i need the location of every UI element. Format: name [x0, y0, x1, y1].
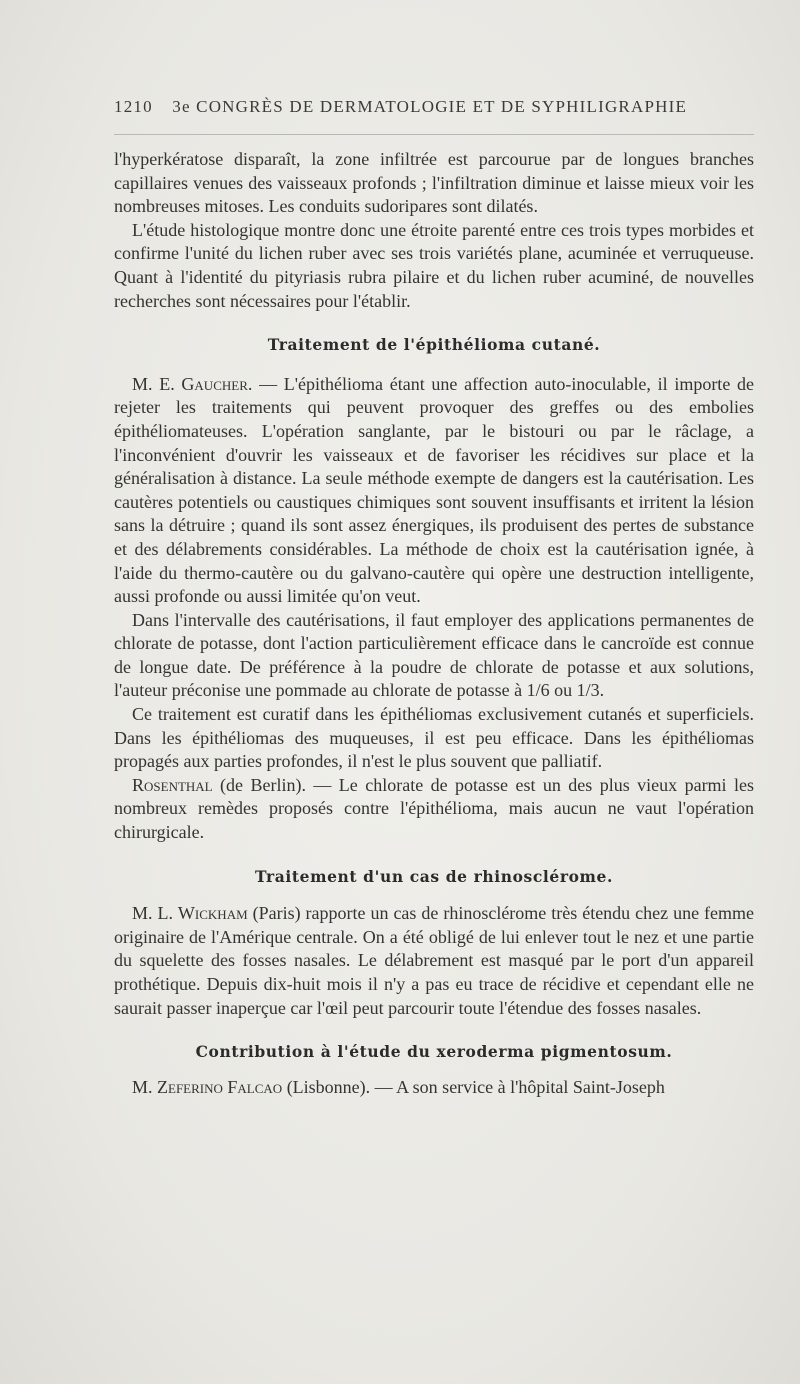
paragraph: Ce traitement est curatif dans les épithéliomas exclusivement cutanés et superficiels. Dans les épithéliomas des muqueuses, il est peu efficace. Dans les épithéliomas propagés aux parties profondes, il n'est le plus souvent que palliatif. — [114, 704, 754, 772]
section-heading: Contribution à l'étude du xeroderma pigmentosum. — [195, 1042, 673, 1062]
paragraph-text: (Paris) rapporte un cas de rhinosclérome très étendu chez une femme originaire de l'Amérique centrale. On a été obligé de lui enlever tout le nez et une partie du squelette des fosses nasales. Le délabrement est masqué par le port d'un appareil prothétique. Depuis dix-huit mois il n'y a pas eu trace de récidive et cependant elle ne saurait passer inaperçue car l'œil peut parcourir toute l'étendue des fosses nasales. — [114, 903, 754, 1018]
paragraph-text: (de Berlin). — Le chlorate de potasse est un des plus vieux parmi les nombreux remèdes proposés contre l'épithélioma, mais aucun ne vaut l'opération chirurgicale. — [114, 774, 754, 843]
author-prefix: M. L. — [132, 903, 178, 924]
paragraph — [114, 1076, 754, 1100]
page-number: 1210 — [114, 97, 153, 116]
body-text — [114, 148, 754, 1099]
author-name: Wickham — [177, 903, 248, 924]
paragraph-text: — L'épithélioma étant une affection auto-inoculable, il importe de rejeter les traitements qui peuvent provoquer des greffes ou des embolies épithéliomateuses. L'opération sanglante, par le bistouri ou par le râclage, a l'inconvénient d'ouvrir les vaisseaux et de favoriser les récidives sur place et la généralisation à distance. La seule méthode exempte de dangers est la cautérisation. Les cautères potentiels ou caustiques chimiques sont souvent insuffisants et irritent la lésion sans la détruire ; quand ils sont assez énergiques, ils produisent des pertes de substance et des délabrements considérables. La méthode de choix est la cautérisation ignée, à l'aide du thermo-cautère ou du galvano-cautère qui opère une destruction intelligente, aussi profonde ou aussi limitée qu'on veut. — [114, 373, 755, 607]
paragraph — [114, 774, 754, 845]
author-prefix: M. — [132, 1076, 158, 1097]
paragraph — [114, 373, 754, 609]
running-header — [114, 97, 724, 117]
paragraph: Dans l'intervalle des cautérisations, il faut employer des applications permanentes de chlorate de potasse, dont l'action particulièrement efficace dans le cancroïde est connue de longue date. De préférence à la poudre de chlorate de potasse et aux solutions, l'auteur préconise une pommade au chlorate de potasse à 1/6 ou 1/3. — [114, 609, 754, 701]
section-heading: Traitement d'un cas de rhinosclérome. — [254, 866, 614, 886]
paragraph: L'étude histologique montre donc une étroite parenté entre ces trois types morbides et confirme l'unité du lichen ruber avec ses trois variétés plane, acuminée et verruqueuse. Quant à l'identité du pityriasis rubra pilaire et du lichen ruber acuminé, de nouvelles recherches sont nécessaires pour l'établir. — [114, 219, 754, 311]
paragraph-text: (Lisbonne). — A son service à l'hôpital Saint-Joseph — [282, 1076, 665, 1097]
author-name: Zeferino Falcao — [157, 1076, 283, 1097]
paragraph — [114, 902, 754, 1020]
author-name: Rosenthal — [132, 774, 213, 795]
running-title: 3e CONGRÈS DE DERMATOLOGIE ET DE SYPHILIGRAPHIE — [172, 97, 688, 116]
paragraph: l'hyperkératose disparaît, la zone infiltrée est parcourue par de longues branches capillaires venues des vaisseaux profonds ; l'infiltration diminue et laisse mieux voir les nombreuses mitoses. Les conduits sudoripares sont dilatés. — [114, 149, 754, 217]
header-rule — [114, 134, 754, 135]
author-name: M. E. Gaucher. — [132, 373, 253, 394]
section-heading: Traitement de l'épithélioma cutané. — [267, 335, 601, 355]
